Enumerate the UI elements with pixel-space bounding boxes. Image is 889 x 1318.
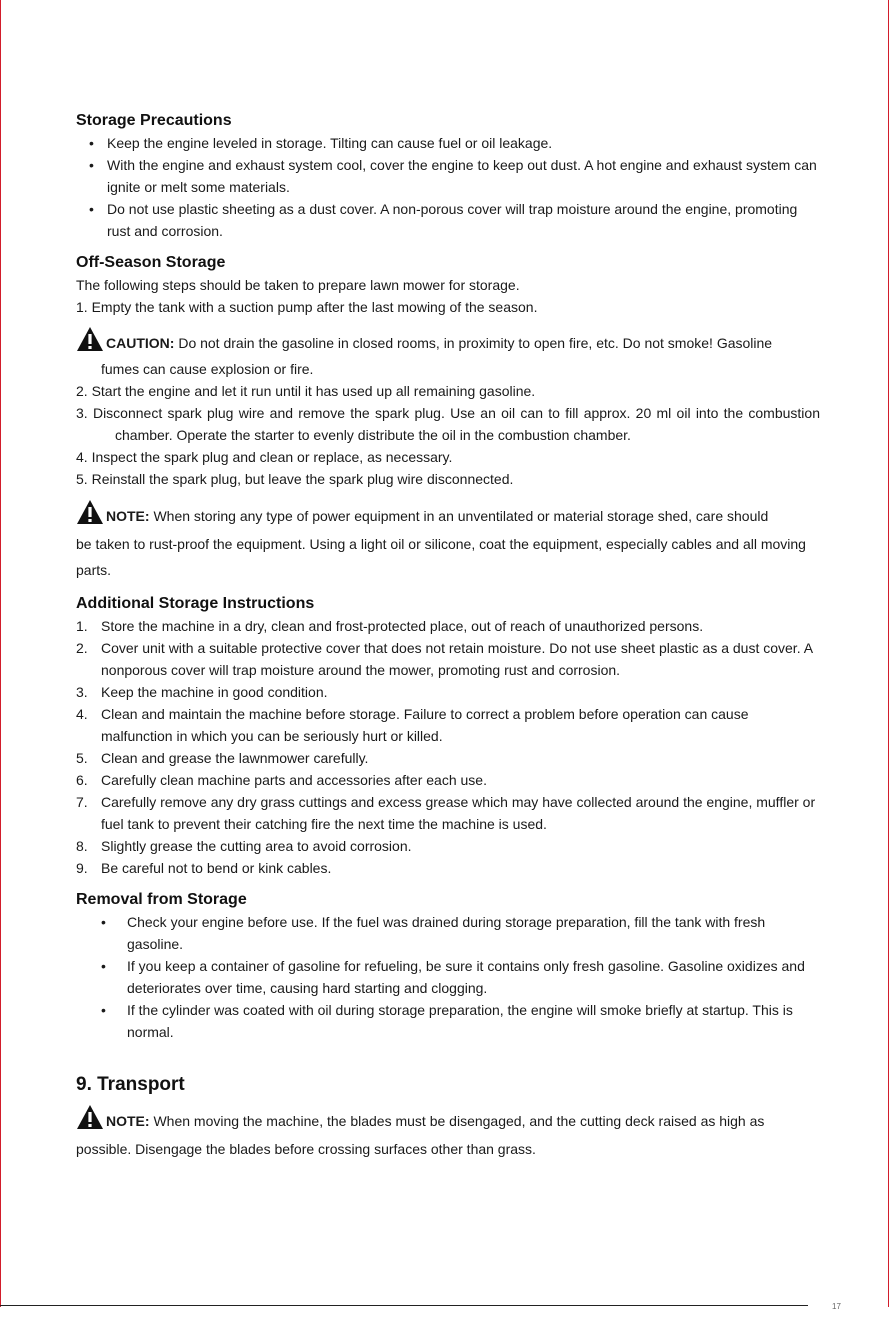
caution-box [76,332,820,354]
note-text: When moving the machine, the blades must be disengaged, and the cutting deck raised as high as [149,1113,765,1129]
list-item: 8. Slightly grease the cutting area to avoid corrosion. [76,838,412,854]
off-season-step-1: 1. Empty the tank with a suction pump after the last mowing of the season. [76,299,538,315]
note-label: NOTE: [106,508,150,524]
section-title-storage-precautions: Storage Precautions [76,112,232,129]
section-title-removal: Removal from Storage [76,891,247,908]
storage-precautions-list [76,132,820,242]
chapter-title-transport: 9. Transport [76,1074,185,1095]
list-item: 4. Inspect the spark plug and clean or replace, as necessary. [76,449,453,465]
note-text: When storing any type of power equipment in an unventilated or material storage shed, care should [149,508,769,524]
list-item: 9. Be careful not to bend or kink cables. [76,860,332,876]
page-edge-left [0,0,1,1307]
note-box-transport [76,1110,820,1132]
manual-page [76,110,820,1162]
list-item: 2. Cover unit with a suitable protective cover that does not retain moisture. Do not use sheet plastic as a dust cover. A nonporous cover will trap moisture around the mower, promoting rust and corrosion. [76,640,813,678]
note-label: NOTE: [106,1113,150,1129]
off-season-steps [76,380,820,490]
caution-text-continued: fumes can cause explosion or fire. [101,361,314,377]
note-box-storage [76,505,820,527]
list-item: • Keep the engine leveled in storage. Tilting can cause fuel or oil leakage. [76,132,820,154]
list-item: 4. Clean and maintain the machine before storage. Failure to correct a problem before operation can cause malfunction in which you can be seriously hurt or killed. [76,706,749,744]
list-item: 3. Disconnect spark plug wire and remove the spark plug. Use an oil can to fill approx. 20 ml oil into the combustion chamber. Operate the starter to evenly distribute the oil in the combustion chamber. [76,405,820,443]
caution-text: Do not drain the gasoline in closed rooms, in proximity to open fire, etc. Do not smoke! Gasoline [174,335,773,351]
footer-rule [0,1305,808,1306]
list-item: 1. Store the machine in a dry, clean and frost-protected place, out of reach of unauthorized persons. [76,618,704,634]
list-item: 6. Carefully clean machine parts and accessories after each use. [76,772,487,788]
list-item: 5. Clean and grease the lawnmower carefully. [76,750,369,766]
list-item: • With the engine and exhaust system cool, cover the engine to keep out dust. A hot engine and exhaust system can ignite or melt some materials. [76,154,820,198]
note-text-continued: possible. Disengage the blades before crossing surfaces other than grass. [76,1141,536,1157]
list-item: • If you keep a container of gasoline for refueling, be sure it contains only fresh gasoline. Gasoline oxidizes and deteriorates over time, causing hard starting and clogging. [76,955,820,999]
list-item: • If the cylinder was coated with oil during storage preparation, the engine will smoke briefly at startup. This is normal. [76,999,820,1043]
removal-list [76,911,820,1043]
list-item: 3. Keep the machine in good condition. [76,684,328,700]
list-item: • Do not use plastic sheeting as a dust cover. A non-porous cover will trap moisture around the engine, promoting rust and corrosion. [76,198,820,242]
off-season-intro: The following steps should be taken to prepare lawn mower for storage. [76,277,520,293]
list-item: 5. Reinstall the spark plug, but leave the spark plug wire disconnected. [76,471,514,487]
page-number: 17 [832,1302,841,1311]
section-title-additional-storage: Additional Storage Instructions [76,595,315,612]
caution-label: CAUTION: [106,335,175,351]
list-item: 2. Start the engine and let it run until it has used up all remaining gasoline. [76,383,536,399]
warning-triangle-icon [76,1104,104,1130]
list-item: • Check your engine before use. If the fuel was drained during storage preparation, fill the tank with fresh gasoline. [76,911,820,955]
section-title-off-season: Off-Season Storage [76,254,226,271]
warning-triangle-icon [76,326,104,352]
list-item: 7. Carefully remove any dry grass cuttings and excess grease which may have collected around the engine, muffler or fuel tank to prevent their catching fire the next time the machine is used. [76,794,816,832]
note-text-continued: be taken to rust-proof the equipment. Using a light oil or silicone, coat the equipment, especially cables and all moving parts. [76,536,806,578]
warning-triangle-icon [76,499,104,525]
additional-storage-list [76,615,820,879]
